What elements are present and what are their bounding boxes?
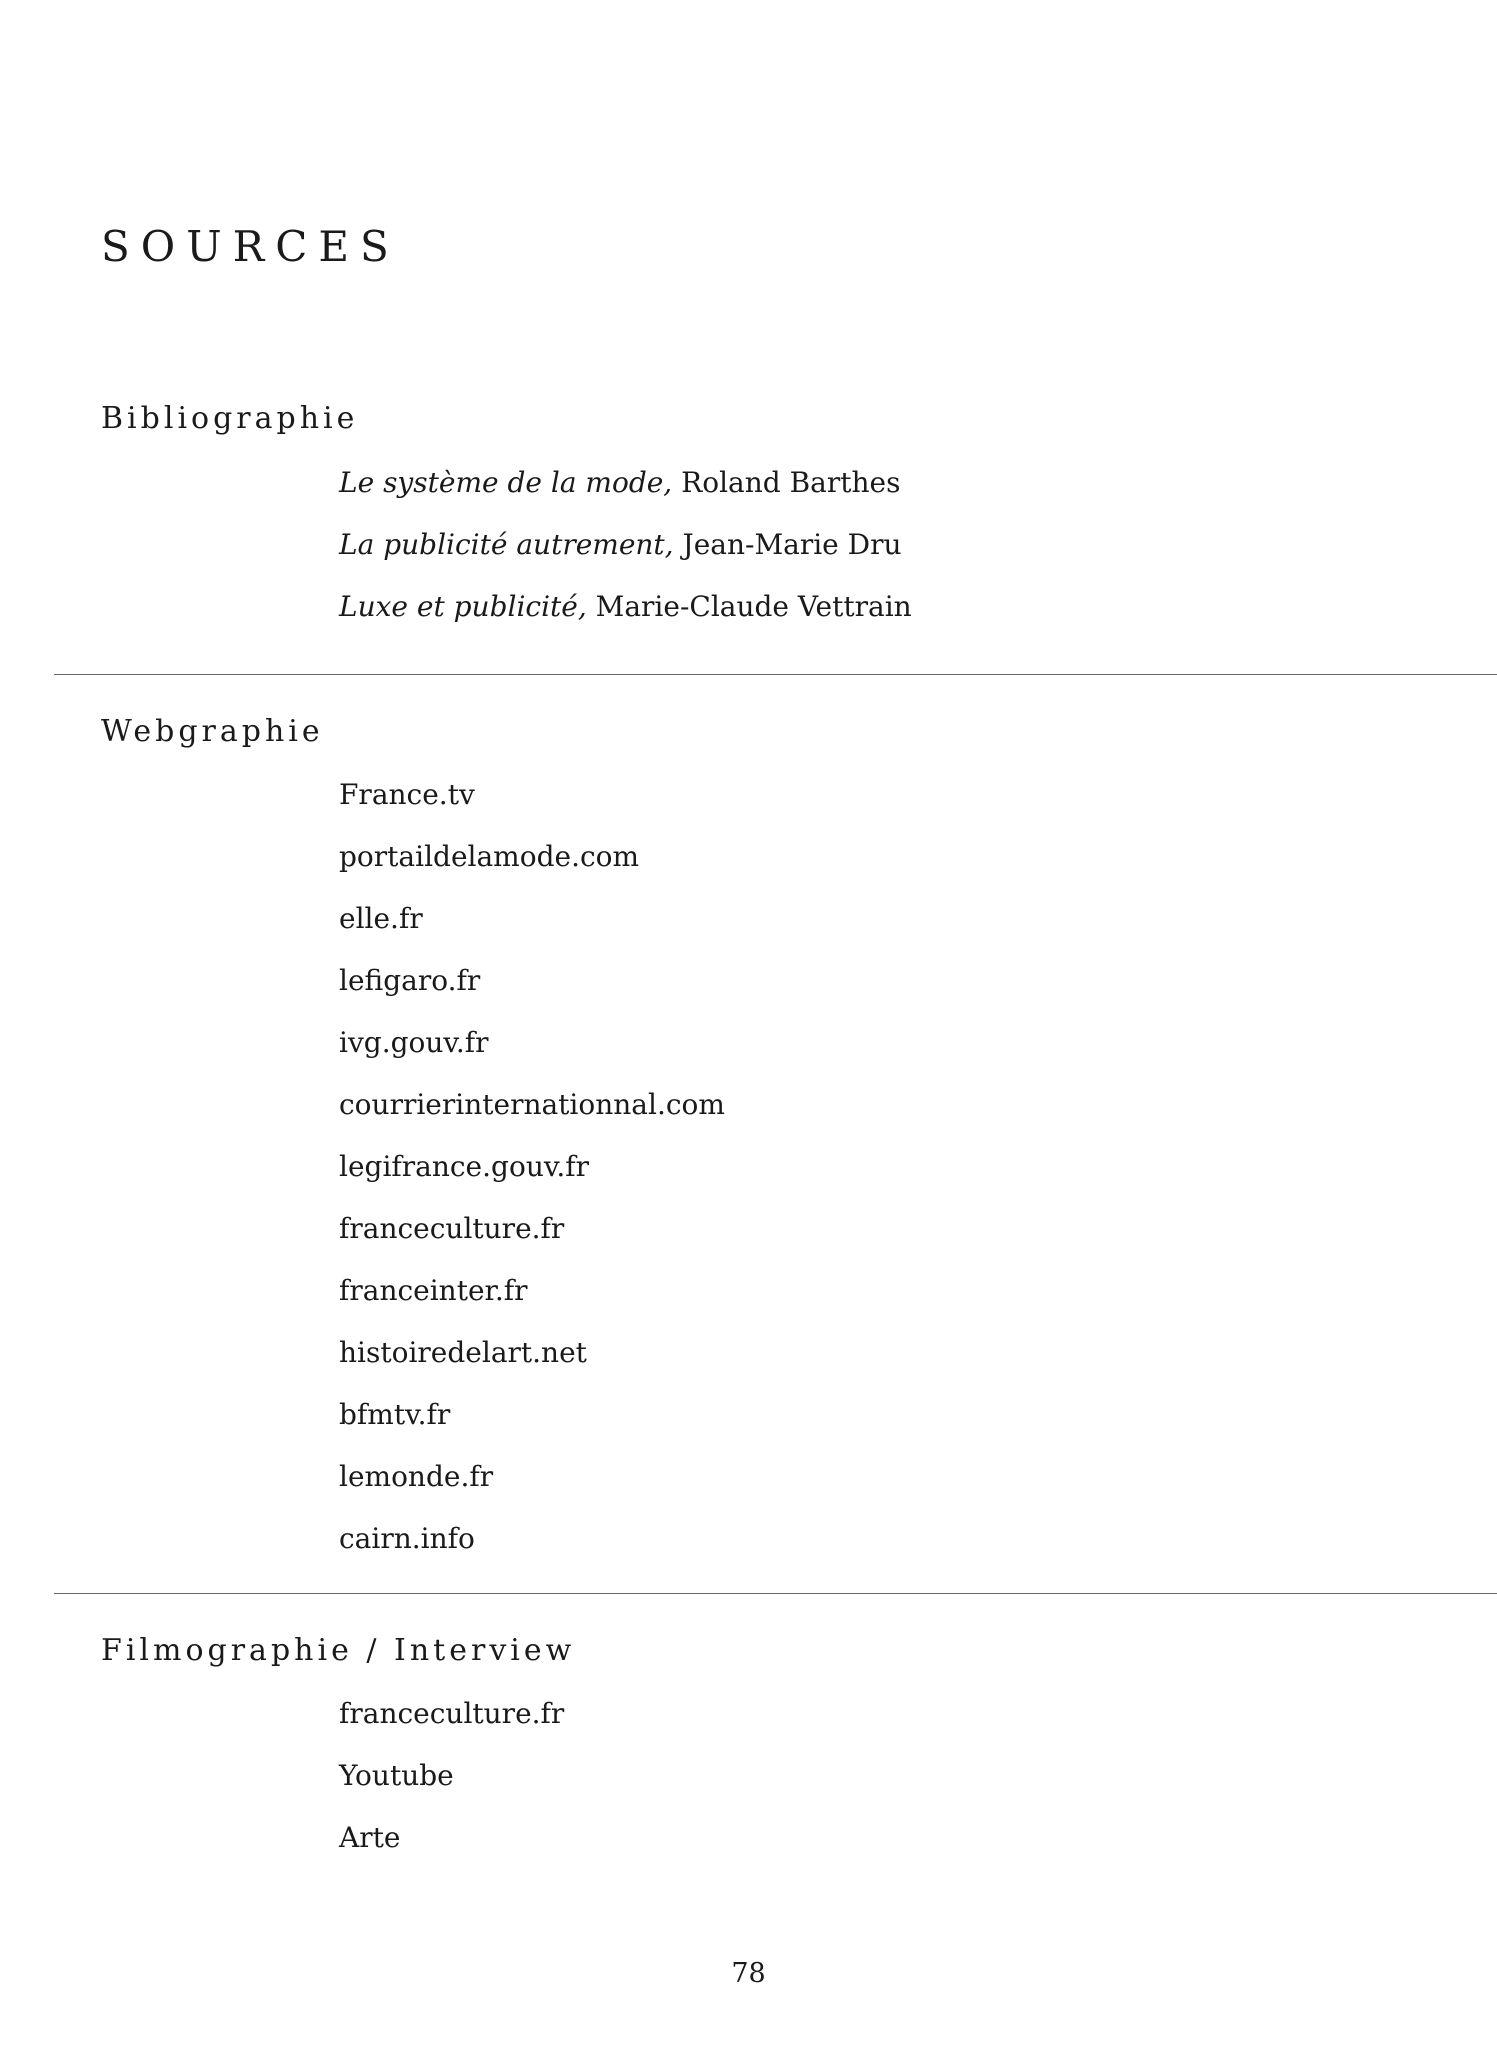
filmography-item: Arte xyxy=(339,1821,401,1854)
page-number: 78 xyxy=(731,1958,766,1989)
webography-item: bfmtv.fr xyxy=(339,1398,451,1431)
filmography-item: Youtube xyxy=(339,1759,454,1792)
book-title: Luxe et publicité, xyxy=(339,590,587,623)
filmography-heading: Filmographie / Interview xyxy=(101,1633,576,1668)
webography-item: lemonde.fr xyxy=(339,1460,494,1493)
book-author: Jean-Marie Dru xyxy=(682,528,902,561)
webography-item: lefigaro.fr xyxy=(339,964,481,997)
book-title: Le système de la mode, xyxy=(339,466,673,499)
webography-heading: Webgraphie xyxy=(101,714,324,749)
page-title: SOURCES xyxy=(101,222,400,271)
webography-item: elle.fr xyxy=(339,902,423,935)
webography-item: franceculture.fr xyxy=(339,1212,565,1245)
bibliography-item xyxy=(339,514,912,576)
bibliography-item xyxy=(339,576,912,638)
book-author: Marie-Claude Vettrain xyxy=(595,590,912,623)
webography-item: France.tv xyxy=(339,778,475,811)
webography-item: portaildelamode.com xyxy=(339,840,640,873)
bibliography-heading: Bibliographie xyxy=(101,401,359,436)
webography-item: ivg.gouv.fr xyxy=(339,1026,489,1059)
book-author: Roland Barthes xyxy=(681,466,901,499)
bibliography-item xyxy=(339,452,912,514)
webography-item: cairn.info xyxy=(339,1522,475,1555)
section-divider xyxy=(54,674,1497,675)
webography-item: franceinter.fr xyxy=(339,1274,528,1307)
bibliography-list xyxy=(339,452,912,638)
section-divider xyxy=(54,1593,1497,1594)
book-title: La publicité autrement, xyxy=(339,528,674,561)
filmography-list xyxy=(339,1683,564,1869)
filmography-item: franceculture.fr xyxy=(339,1697,565,1730)
webography-item: courrierinternationnal.com xyxy=(339,1088,725,1121)
webography-item: histoiredelart.net xyxy=(339,1336,587,1369)
webography-item: legifrance.gouv.fr xyxy=(339,1150,589,1183)
webography-list xyxy=(339,764,725,1570)
